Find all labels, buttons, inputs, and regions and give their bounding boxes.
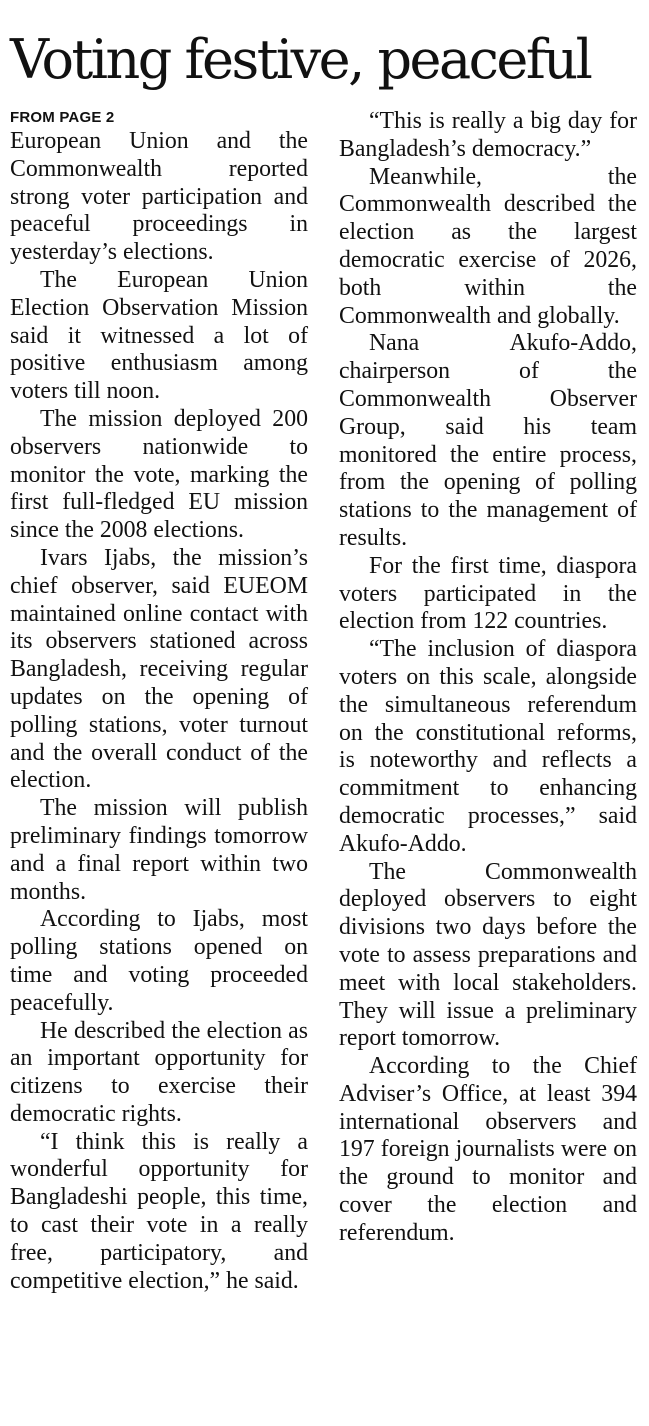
paragraph: European Union and the Commonwealth reported strong voter participation and peaceful proceedings in yesterday’s elections. bbox=[10, 128, 308, 266]
paragraph: The mission deployed 200 observers nationwide to monitor the vote, marking the first full-fledged EU mission since the 2008 elections. bbox=[10, 405, 308, 544]
paragraph: He described the election as an important opportunity for citizens to exercise their democratic rights. bbox=[10, 1017, 308, 1127]
headline: Voting festive, peaceful bbox=[10, 28, 591, 91]
paragraph: Meanwhile, the Commonwealth described the election as the largest democratic exercise of 2026, both within the Commonwealth and globally. bbox=[339, 163, 637, 329]
continuation-kicker: FROM PAGE 2 bbox=[10, 109, 115, 126]
paragraph: According to Ijabs, most polling stations opened on time and voting proceeded peacefully. bbox=[10, 906, 308, 1016]
article-column-right bbox=[339, 108, 637, 1248]
paragraph: The European Union Election Observation Mission said it witnessed a lot of positive enthusiasm among voters till noon. bbox=[10, 266, 308, 405]
paragraph: According to the Chief Adviser’s Office, at least 394 international observers and 197 foreign journalists were on the ground to monitor and cover the election and referendum. bbox=[339, 1053, 637, 1246]
paragraph: For the first time, diaspora voters participated in the election from 122 countries. bbox=[339, 552, 637, 635]
paragraph: Ivars Ijabs, the mission’s chief observer, said EUEOM maintained online contact with its observers stationed across Bangladesh, receiving regular updates on the opening of polling stations, voter turnout and the overall conduct of the election. bbox=[10, 544, 308, 794]
article-column-left bbox=[10, 108, 308, 1295]
paragraph: The mission will publish preliminary findings tomorrow and a final report within two months. bbox=[10, 795, 308, 905]
paragraph: “This is really a big day for Bangladesh’s democracy.” bbox=[339, 108, 637, 162]
paragraph: The Commonwealth deployed observers to eight divisions two days before the vote to assess preparations and meet with local stakeholders. They will issue a preliminary report tomorrow. bbox=[339, 858, 637, 1052]
paragraph: “I think this is really a wonderful opportunity for Bangladeshi people, this time, to cast their vote in a really free, participatory, and competitive election,” he said. bbox=[10, 1128, 308, 1294]
paragraph: “The inclusion of diaspora voters on this scale, alongside the simultaneous referendum on the constitutional reforms, is noteworthy and reflects a commitment to enhancing democratic processes,” said Akufo-Addo. bbox=[339, 636, 637, 857]
paragraph: Nana Akufo-Addo, chairperson of the Commonwealth Observer Group, said his team monitored the entire process, from the opening of polling stations to the management of results. bbox=[339, 330, 637, 551]
